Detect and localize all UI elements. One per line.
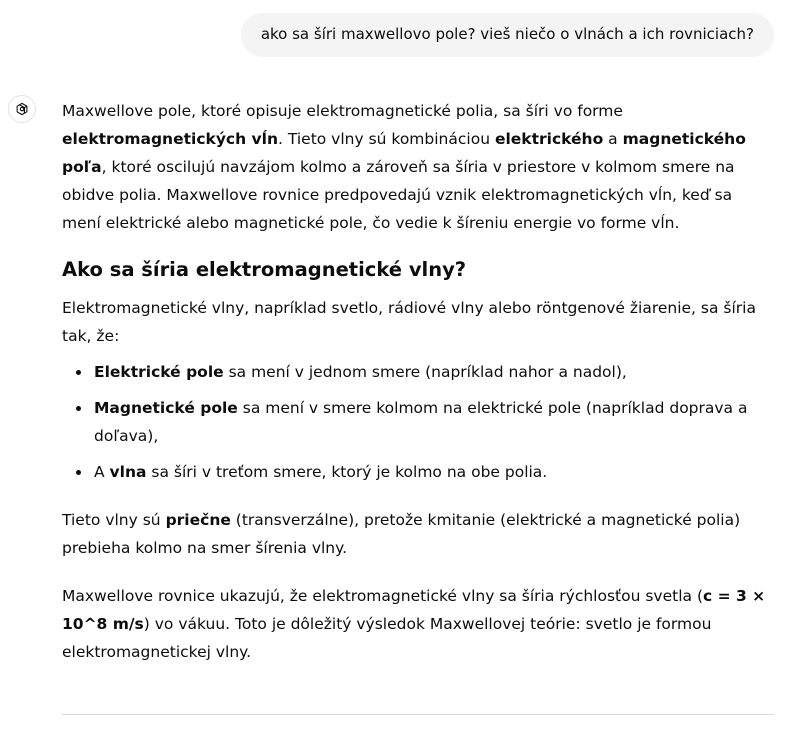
assistant-message <box>62 97 774 666</box>
intro-bold-electric: elektrického <box>494 130 604 148</box>
list-intro-paragraph: Elektromagnetické vlny, napríklad svetlo, rádiové vlny alebo röntgenové žiarenie, sa šíria tak, že: <box>62 299 756 345</box>
intro-text-4: , ktoré oscilujú navzájom kolmo a zároveň sa šíria v priestore v kolmom smere na obidve polia. Maxwellove rovnice predpovedajú vznik elektromagnetických vĺn, keď sa mení elektrické alebo magnetické pole, čo vedie k šíreniu energie vo forme vĺn. <box>62 158 735 232</box>
list-item <box>62 394 774 450</box>
message-divider <box>62 714 774 715</box>
user-message-bubble <box>241 13 774 57</box>
intro-bold-magnetic: magnetického poľa <box>62 130 746 176</box>
list-item-text: sa mení v smere kolmom na elektrické pole (napríklad doprava a doľava), <box>94 399 748 445</box>
intro-bold-waves: elektromagnetických vĺn <box>62 130 278 148</box>
transverse-bold: priečne <box>165 511 231 529</box>
list-item-bold: Elektrické pole <box>94 363 224 381</box>
assistant-avatar <box>8 95 36 123</box>
intro-text-2: . Tieto vlny sú kombináciou <box>278 130 495 148</box>
list-item-bold: Magnetické pole <box>94 399 238 417</box>
list-item-bold: vlna <box>109 463 147 481</box>
speed-text-1: Maxwellove rovnice ukazujú, že elektromagnetické vlny sa šíria rýchlosťou svetla ( <box>62 587 703 605</box>
intro-text-1: Maxwellove pole, ktoré opisuje elektromagnetické polia, sa šíri vo forme <box>62 102 623 120</box>
list-item-text: sa šíri v treťom smere, ktorý je kolmo na obe polia. <box>146 463 548 481</box>
intro-paragraph <box>62 97 774 237</box>
list-item-text: sa mení v jednom smere (napríklad nahor a nadol), <box>223 363 627 381</box>
transverse-paragraph <box>62 506 774 562</box>
speed-paragraph <box>62 582 774 666</box>
transverse-text-1: Tieto vlny sú <box>62 511 166 529</box>
intro-text-3: a <box>603 130 623 148</box>
list-item <box>62 458 774 486</box>
section-heading: Ako sa šíria elektromagnetické vlny? <box>62 258 467 281</box>
list-item <box>62 358 774 386</box>
bullet-list <box>62 358 774 486</box>
user-message-text: ako sa šíri maxwellovo pole? vieš niečo o vlnách a ich rovniciach? <box>260 25 754 43</box>
list-item-prefix: A <box>94 463 110 481</box>
speed-text-2: ) vo vákuu. Toto je dôležitý výsledok Maxwellovej teórie: svetlo je formou elektromagnetickej vlny. <box>62 615 712 661</box>
openai-logo-icon <box>13 100 31 118</box>
transverse-text-2: (transverzálne), pretože kmitanie (elektrické a magnetické polia) prebieha kolmo na smer šírenia vlny. <box>62 511 741 557</box>
speed-bold-formula: c = 3 × 10^8 m/s <box>62 587 766 633</box>
